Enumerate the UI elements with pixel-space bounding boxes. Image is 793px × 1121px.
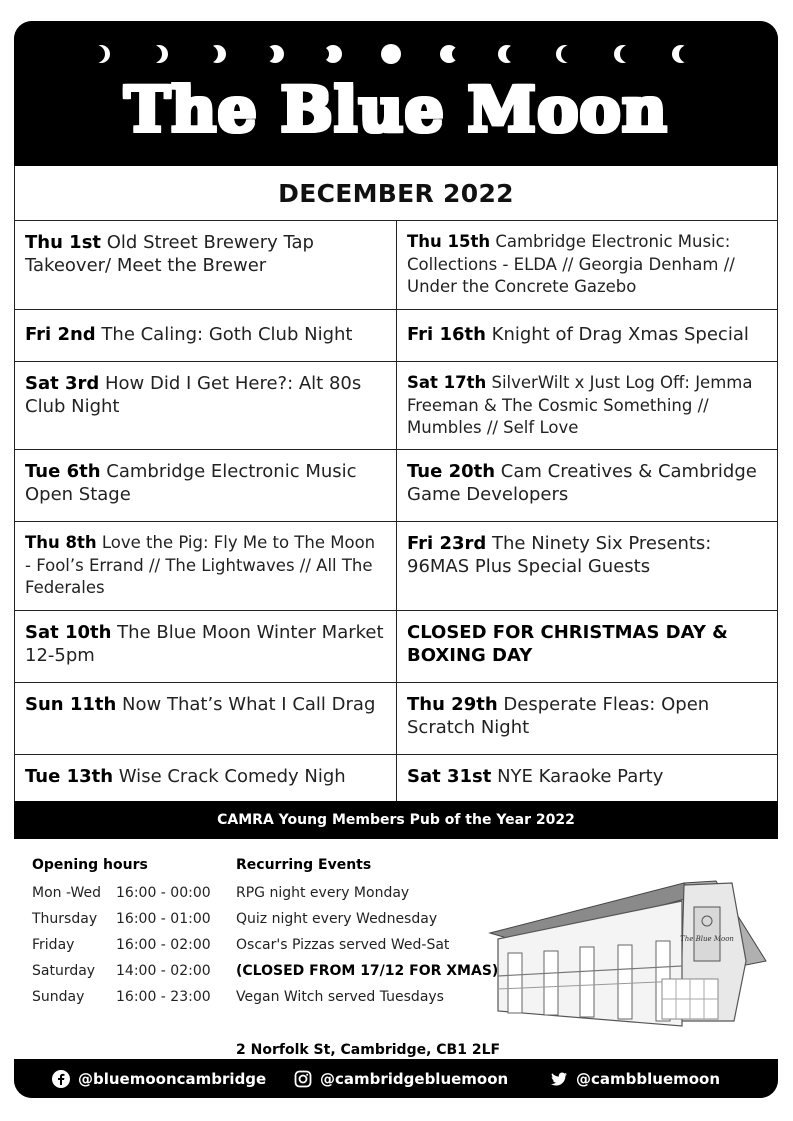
event-date: Sat 10th [25,622,112,643]
twitter-link[interactable] [550,1059,720,1098]
event-title: Wise Crack Comedy Nigh [113,766,346,787]
venue-address: 2 Norfolk St, Cambridge, CB1 2LF [236,1042,501,1058]
event-date: Fri 2nd [25,324,96,345]
event-title: Cambridge Electronic Music: Collections - ELDA // Georgia Denham // Under the Concrete Gazebo [407,232,735,296]
twitter-icon [550,1070,568,1088]
hours-row [32,989,232,1009]
recurring-event-item: RPG night every Monday [236,885,410,901]
event-cell [14,450,396,521]
recurring-event-item: Vegan Witch served Tuesdays [236,989,444,1005]
hours-row [32,911,232,931]
event-title: Love the Pig: Fly Me to The Moon - Fool’s Errand // The Lightwaves // All The Federales [25,533,376,597]
event-date: Tue 20th [407,461,496,482]
event-date: Fri 23rd [407,533,487,554]
event-cell [14,362,396,449]
hours-time: 16:00 - 23:00 [116,989,211,1005]
waning-gibbous-icon [438,43,460,65]
event-title: Knight of Drag Xmas Special [485,324,749,345]
event-date: Sat 3rd [25,373,100,394]
facebook-handle: @bluemooncambridge [78,1069,267,1088]
pub-building-illustration [484,861,769,1036]
award-banner: CAMRA Young Members Pub of the Year 2022 [14,801,778,839]
hours-time: 16:00 - 02:00 [116,937,211,953]
event-date: Tue 13th [25,766,114,787]
event-title: How Did I Get Here?: Alt 80s Club Night [25,373,362,417]
event-cell [396,450,778,521]
event-cell [396,755,778,802]
event-date: Tue 6th [25,461,101,482]
event-cell [396,522,778,610]
last-quarter-icon [496,43,518,65]
hours-time: 16:00 - 00:00 [116,885,211,901]
event-date: Thu 8th [25,533,97,552]
event-date: Thu 1st [25,232,102,253]
event-cell [14,310,396,361]
hours-day: Sunday [32,989,85,1005]
waxing-gibbous-icon [264,43,286,65]
hours-row [32,963,232,983]
waning-crescent-icon [554,43,576,65]
event-title: The Ninety Six Presents: 96MAS Plus Special Guests [407,533,712,577]
hours-row [32,885,232,905]
event-date: Sat 31st [407,766,492,787]
poster [14,21,778,1098]
event-row [14,683,778,755]
event-title: Old Street Brewery Tap Takeover/ Meet the Brewer [25,232,314,276]
opening-hours-title: Opening hours [32,857,148,873]
event-cell [14,683,396,754]
event-row [14,310,778,362]
recurring-event-item: Quiz night every Wednesday [236,911,438,927]
event-cell [396,362,778,449]
social-footer [14,1059,778,1098]
month-heading: DECEMBER 2022 [14,166,778,221]
event-date: Thu 15th [407,232,491,251]
event-row [14,450,778,522]
first-quarter-icon [206,43,228,65]
event-title: Desperate Fleas: Open Scratch Night [407,694,710,738]
event-cell [396,683,778,754]
hours-day: Saturday [32,963,96,979]
venue-title: The Blue Moon [124,73,668,146]
event-title: Now That’s What I Call Drag [116,694,376,715]
event-row [14,221,778,310]
instagram-icon [294,1070,312,1088]
hours-day: Thursday [32,911,98,927]
event-title: The Caling: Goth Club Night [95,324,353,345]
hours-time: 16:00 - 01:00 [116,911,211,927]
facebook-icon [52,1070,70,1088]
facebook-link[interactable] [52,1059,266,1098]
recurring-event-item: Oscar's Pizzas served Wed-Sat [236,937,450,953]
header [14,21,778,166]
event-cell [14,522,396,610]
event-title: NYE Karaoke Party [491,766,664,787]
event-calendar [14,220,778,801]
event-date: Sun 11th [25,694,117,715]
waning-crescent-icon [670,43,692,65]
hours-row [32,937,232,957]
instagram-link[interactable] [294,1059,508,1098]
waxing-crescent-icon [90,43,112,65]
pub-sign-text: The Blue Moon [680,935,734,943]
full-moon-icon [380,43,402,65]
waxing-gibbous-icon [322,43,344,65]
event-date: Thu 29th [407,694,498,715]
twitter-handle: @cambbluemoon [576,1069,721,1088]
event-date: Fri 16th [407,324,486,345]
event-row [14,611,778,683]
event-row [14,362,778,450]
instagram-handle: @cambridgebluemoon [320,1069,509,1088]
event-title: SilverWilt x Just Log Off: Jemma Freeman & The Cosmic Something // Mumbles // Self Love [407,373,753,437]
event-row [14,755,778,802]
event-cell [396,611,778,682]
hours-day: Friday [32,937,75,953]
event-cell [14,221,396,309]
moon-phase-row [84,41,704,69]
event-title: Cambridge Electronic Music Open Stage [25,461,357,505]
waxing-crescent-icon [148,43,170,65]
waning-crescent-icon [612,43,634,65]
info-panel [14,839,778,1059]
event-date: Sat 17th [407,373,487,392]
hours-time: 14:00 - 02:00 [116,963,211,979]
event-row [14,522,778,611]
event-cell [396,310,778,361]
hours-day: Mon -Wed [32,885,101,901]
event-cell [396,221,778,309]
event-cell [14,755,396,802]
recurring-event-note: (CLOSED FROM 17/12 FOR XMAS) [236,963,499,979]
event-title: The Blue Moon Winter Market 12-5pm [25,622,384,666]
closed-notice: CLOSED FOR CHRISTMAS DAY & BOXING DAY [407,622,728,666]
recurring-events-title: Recurring Events [236,857,372,873]
event-title: Cam Creatives & Cambridge Game Developers [407,461,757,505]
event-cell [14,611,396,682]
